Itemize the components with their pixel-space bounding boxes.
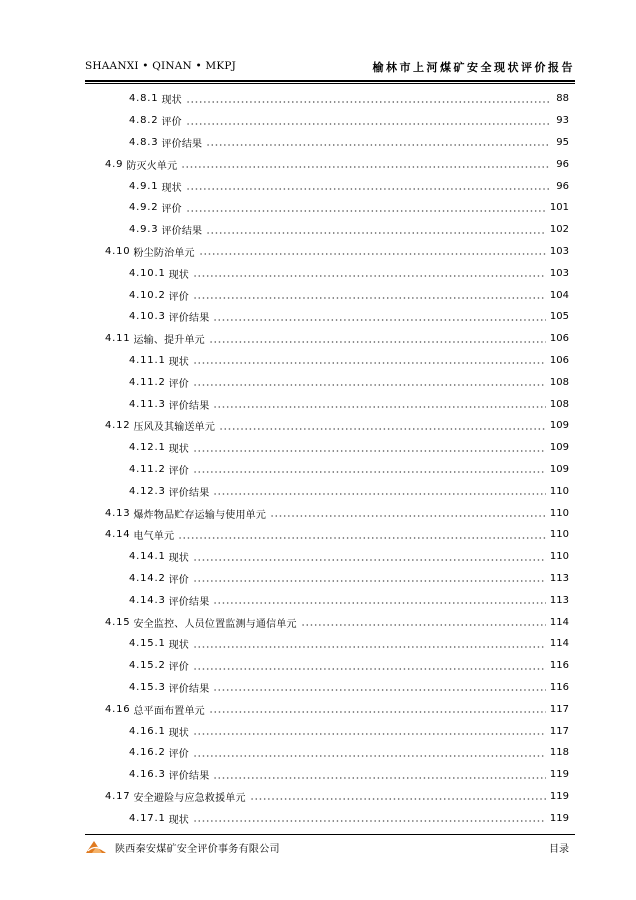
toc-entry-number: 4.14.2 — [129, 572, 166, 584]
toc-dot-leader — [193, 661, 546, 671]
toc-section-entry[interactable] — [105, 524, 569, 546]
toc-page-number: 102 — [549, 224, 569, 236]
toc-entry-title: 安全避险与应急救援单元 — [133, 792, 246, 804]
toc-dot-leader — [193, 268, 546, 278]
toc-entry-number: 4.16.3 — [129, 769, 166, 781]
toc-entry-number: 4.10.3 — [129, 311, 166, 323]
toc-subsection-entry[interactable] — [105, 720, 569, 742]
toc-entry-title: 评价 — [168, 574, 190, 586]
toc-page-number: 109 — [549, 463, 569, 475]
toc-page-number: 110 — [549, 529, 569, 541]
toc-page-number: 108 — [549, 398, 569, 410]
toc-dot-leader — [193, 573, 546, 583]
toc-dot-leader — [193, 748, 546, 758]
toc-entry-number: 4.10.2 — [129, 289, 166, 301]
toc-dot-leader — [193, 443, 546, 453]
toc-dot-leader — [213, 595, 545, 605]
toc-page-number: 117 — [549, 725, 569, 737]
toc-entry-title: 粉尘防治单元 — [133, 247, 195, 259]
toc-dot-leader — [186, 116, 549, 126]
toc-dot-leader — [209, 334, 546, 344]
toc-entry-title: 评价 — [168, 465, 190, 477]
toc-page-number: 119 — [549, 812, 569, 824]
toc-page-number: 109 — [549, 420, 569, 432]
footer-rule — [85, 834, 575, 835]
toc-page-number: 116 — [549, 660, 569, 672]
toc-dot-leader — [250, 791, 546, 801]
toc-dot-leader — [193, 290, 546, 300]
toc-entry-title: 现状 — [161, 182, 182, 194]
toc-section-entry[interactable] — [105, 241, 569, 263]
toc-page-number: 119 — [549, 790, 569, 802]
toc-dot-leader — [193, 726, 546, 736]
toc-subsection-entry[interactable] — [105, 306, 569, 328]
header-left-text: SHAANXI • QINAN • MKPJ — [85, 60, 237, 72]
toc-page-number: 95 — [556, 136, 569, 148]
toc-entry-number: 4.11.1 — [129, 354, 166, 366]
toc-page-number: 96 — [556, 180, 569, 192]
toc-subsection-entry[interactable] — [105, 589, 569, 611]
toc-entry-title: 评价结果 — [161, 226, 203, 238]
toc-subsection-entry[interactable] — [105, 633, 569, 655]
toc-page-number: 88 — [556, 93, 569, 105]
toc-subsection-entry[interactable] — [105, 88, 569, 110]
toc-page-number: 113 — [549, 594, 569, 606]
toc-subsection-entry[interactable] — [105, 262, 569, 284]
toc-entry-title: 运输、提升单元 — [133, 335, 205, 347]
toc-subsection-entry[interactable] — [105, 677, 569, 699]
toc-dot-leader — [213, 312, 545, 322]
toc-subsection-entry[interactable] — [105, 371, 569, 393]
toc-entry-number: 4.16 — [105, 703, 131, 715]
toc-entry-title: 现状 — [168, 356, 190, 368]
toc-entry-title: 评价 — [168, 749, 190, 761]
toc-dot-leader — [193, 813, 546, 823]
toc-entry-number: 4.17 — [105, 790, 131, 802]
toc-dot-leader — [219, 421, 546, 431]
toc-page-number: 96 — [556, 158, 569, 170]
toc-dot-leader — [213, 682, 545, 692]
toc-page-number: 104 — [549, 289, 569, 301]
toc-page-number: 105 — [549, 311, 569, 323]
footer-company-name: 陕西秦安煤矿安全评价事务有限公司 — [115, 844, 280, 855]
toc-entry-title: 现状 — [168, 269, 190, 281]
header-rule-thick — [85, 80, 575, 82]
toc-section-entry[interactable] — [105, 786, 569, 808]
toc-entry-number: 4.12.1 — [129, 442, 166, 454]
toc-subsection-entry[interactable] — [105, 132, 569, 154]
toc-entry-number: 4.11 — [105, 333, 131, 345]
toc-page-number: 110 — [549, 485, 569, 497]
toc-subsection-entry[interactable] — [105, 807, 569, 829]
toc-entry-number: 4.15 — [105, 616, 131, 628]
toc-entry-title: 评价结果 — [168, 683, 210, 695]
toc-entry-number: 4.16.2 — [129, 747, 166, 759]
toc-subsection-entry[interactable] — [105, 742, 569, 764]
toc-dot-leader — [193, 639, 546, 649]
toc-entry-title: 电气单元 — [133, 531, 175, 543]
toc-entry-number: 4.9 — [105, 158, 124, 170]
toc-dot-leader — [206, 225, 546, 235]
toc-section-entry[interactable] — [105, 502, 569, 524]
company-logo-icon — [85, 838, 107, 854]
toc-entry-number: 4.15.2 — [129, 660, 166, 672]
toc-subsection-entry[interactable] — [105, 197, 569, 219]
toc-entry-number: 4.14.3 — [129, 594, 166, 606]
toc-dot-leader — [186, 181, 549, 191]
toc-dot-leader — [181, 159, 549, 169]
header-rule-thin — [85, 83, 575, 84]
toc-entry-title: 评价结果 — [168, 313, 210, 325]
toc-entry-number: 4.15.1 — [129, 638, 166, 650]
page-footer — [85, 838, 575, 858]
toc-page-number: 108 — [549, 376, 569, 388]
toc-dot-leader — [186, 203, 546, 213]
toc-subsection-entry[interactable] — [105, 393, 569, 415]
toc-dot-leader — [270, 508, 546, 518]
toc-entry-number: 4.10.1 — [129, 267, 166, 279]
toc-entry-title: 总平面布置单元 — [133, 705, 205, 717]
toc-subsection-entry[interactable] — [105, 110, 569, 132]
toc-entry-title: 现状 — [168, 640, 190, 652]
page-header — [85, 60, 575, 78]
toc-entry-title: 压风及其输送单元 — [133, 422, 216, 434]
toc-entry-number: 4.8.2 — [129, 115, 159, 127]
toc-entry-number: 4.9.3 — [129, 224, 159, 236]
toc-page-number: 110 — [549, 551, 569, 563]
toc-entry-number: 4.15.3 — [129, 681, 166, 693]
toc-dot-leader — [186, 94, 549, 104]
toc-entry-title: 评价 — [161, 117, 182, 129]
toc-subsection-entry[interactable] — [105, 350, 569, 372]
toc-entry-number: 4.13 — [105, 507, 131, 519]
toc-section-entry[interactable] — [105, 153, 569, 175]
toc-subsection-entry[interactable] — [105, 219, 569, 241]
toc-entry-number: 4.14.1 — [129, 551, 166, 563]
toc-page-number: 116 — [549, 681, 569, 693]
toc-entry-title: 评价结果 — [168, 771, 210, 783]
toc-dot-leader — [209, 704, 546, 714]
header-report-title: 榆林市上河煤矿安全现状评价报告 — [372, 61, 575, 74]
toc-dot-leader — [199, 246, 546, 256]
toc-page-number: 103 — [549, 267, 569, 279]
toc-entry-title: 现状 — [168, 553, 190, 565]
toc-page-number: 110 — [549, 507, 569, 519]
toc-subsection-entry[interactable] — [105, 546, 569, 568]
toc-subsection-entry[interactable] — [105, 655, 569, 677]
toc-page-number: 114 — [549, 638, 569, 650]
toc-dot-leader — [193, 464, 546, 474]
toc-page-number: 119 — [549, 769, 569, 781]
toc-page-number: 101 — [549, 202, 569, 214]
toc-entry-number: 4.8.3 — [129, 136, 159, 148]
toc-entry-number: 4.8.1 — [129, 93, 159, 105]
toc-entry-number: 4.12 — [105, 420, 131, 432]
toc-entry-title: 现状 — [168, 444, 190, 456]
toc-entry-title: 现状 — [168, 814, 190, 826]
toc-entry-title: 评价 — [168, 662, 190, 674]
toc-page-number: 113 — [549, 572, 569, 584]
toc-dot-leader — [301, 617, 546, 627]
toc-page-number: 103 — [549, 245, 569, 257]
toc-page-number: 118 — [549, 747, 569, 759]
toc-entry-title: 评价结果 — [168, 596, 210, 608]
toc-subsection-entry[interactable] — [105, 175, 569, 197]
toc-entry-title: 评价 — [168, 378, 190, 390]
toc-section-entry[interactable] — [105, 698, 569, 720]
toc-entry-number: 4.9.2 — [129, 202, 159, 214]
toc-subsection-entry[interactable] — [105, 459, 569, 481]
toc-entry-title: 评价 — [168, 291, 190, 303]
toc-section-entry[interactable] — [105, 415, 569, 437]
toc-section-entry[interactable] — [105, 328, 569, 350]
toc-entry-title: 评价结果 — [161, 138, 203, 150]
toc-entry-number: 4.11.2 — [129, 463, 166, 475]
toc-entry-number: 4.14 — [105, 529, 131, 541]
toc-entry-number: 4.11.3 — [129, 398, 166, 410]
toc-subsection-entry[interactable] — [105, 284, 569, 306]
toc-dot-leader — [193, 355, 546, 365]
toc-subsection-entry[interactable] — [105, 437, 569, 459]
toc-entry-title: 评价 — [161, 204, 182, 216]
toc-entry-title: 评价结果 — [168, 400, 210, 412]
toc-subsection-entry[interactable] — [105, 764, 569, 786]
toc-dot-leader — [193, 377, 546, 387]
toc-page-number: 114 — [549, 616, 569, 628]
toc-entry-title: 现状 — [161, 95, 182, 107]
toc-entry-number: 4.10 — [105, 245, 131, 257]
toc-page-number: 109 — [549, 442, 569, 454]
toc-dot-leader — [206, 137, 549, 147]
table-of-contents — [105, 88, 569, 829]
toc-entry-title: 现状 — [168, 727, 190, 739]
toc-entry-title: 爆炸物品贮存运输与使用单元 — [133, 509, 267, 521]
toc-dot-leader — [178, 530, 546, 540]
toc-subsection-entry[interactable] — [105, 480, 569, 502]
toc-entry-number: 4.12.3 — [129, 485, 166, 497]
toc-dot-leader — [213, 770, 545, 780]
toc-dot-leader — [193, 552, 546, 562]
toc-entry-title: 评价结果 — [168, 487, 210, 499]
toc-entry-number: 4.17.1 — [129, 812, 166, 824]
toc-page-number: 106 — [549, 333, 569, 345]
toc-page-number: 117 — [549, 703, 569, 715]
footer-section-label: 目录 — [549, 844, 569, 855]
toc-subsection-entry[interactable] — [105, 568, 569, 590]
toc-page-number: 106 — [549, 354, 569, 366]
toc-section-entry[interactable] — [105, 611, 569, 633]
toc-entry-title: 防灭火单元 — [126, 160, 178, 172]
toc-entry-number: 4.16.1 — [129, 725, 166, 737]
toc-entry-title: 安全监控、人员位置监测与通信单元 — [133, 618, 297, 630]
toc-page-number: 93 — [556, 115, 569, 127]
toc-entry-number: 4.9.1 — [129, 180, 159, 192]
toc-dot-leader — [213, 486, 545, 496]
toc-entry-number: 4.11.2 — [129, 376, 166, 388]
toc-dot-leader — [213, 399, 545, 409]
